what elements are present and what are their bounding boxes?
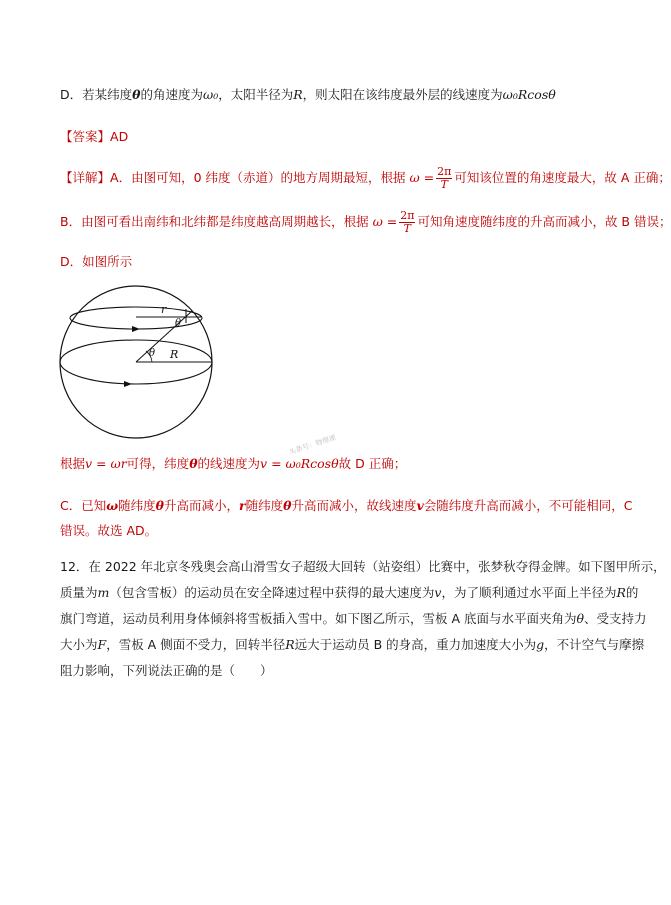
watermark: 头条号：物理课: [287, 433, 338, 457]
question-12-line3: 旗门弯道，运动员利用身体倾斜将雪板插入雪中。如下图乙所示，雪板 A 底面与水平面夹角为θ、受支持力: [60, 611, 647, 626]
latitude-ellipse: [70, 307, 202, 329]
label-theta-top: θ: [175, 318, 182, 329]
answer-tag: 【答案】: [60, 129, 111, 144]
explain-b: B．由图可看出南纬和北纬都是纬度越高周期越长，根据 ω = $\frac{2\pi}{T}$ 可知角速度随纬度的升高而减小，故 B 错误；: [60, 209, 671, 235]
label-R: R: [170, 348, 179, 361]
answer-line: [60, 128, 128, 146]
arrow-top: [132, 326, 140, 332]
sphere-diagram: [58, 283, 218, 443]
question-12-line1: 12．在 2022 年北京冬残奥会高山滑雪女子超级大回转（站姿组）比赛中，张梦秋夺得金牌。如下图甲所示，: [60, 559, 666, 574]
explain-d-body: 根据v = ωr可得，纬度θ的线速度为v = ω₀Rcosθ故 D 正确；: [60, 456, 407, 471]
question-12-line5: 阻力影响，下列说法正确的是（ ）: [60, 663, 273, 678]
question-12-line4: 大小为F，雪板 A 侧面不受力，回转半径R远大于运动员 B 的身高，重力加速度大小为g，不计空气与摩擦: [60, 637, 645, 652]
explain-d-head: D．如图所示: [60, 254, 133, 269]
answer-value: AD: [110, 129, 129, 144]
label-theta-center: θ: [149, 348, 156, 359]
slant-line: [136, 311, 192, 362]
option-d: D．若某纬度θ的角速度为ω₀，太阳半径为R，则太阳在该纬度最外层的线速度为ω₀Rcosθ: [60, 87, 556, 102]
arrow-mid: [124, 381, 132, 387]
explain-c-line1: C．已知ω随纬度θ升高而减小，r随纬度θ升高而减小，故线速度v会随纬度升高而减小，不可能相同，C: [60, 498, 633, 513]
explain-c-line2: 错误。故选 AD。: [60, 523, 158, 538]
label-r: r: [161, 303, 167, 316]
question-12-line2: 质量为m（包含雪板）的运动员在安全降速过程中获得的最大速度为v，为了顺利通过水平面上半径为R的: [60, 585, 639, 600]
explain-a: 【详解】A．由图可知，0 纬度（赤道）的地方周期最短，根据 ω = $\frac{2\pi}{T}$ 可知该位置的角速度最大，故 A 正确；: [60, 165, 671, 191]
